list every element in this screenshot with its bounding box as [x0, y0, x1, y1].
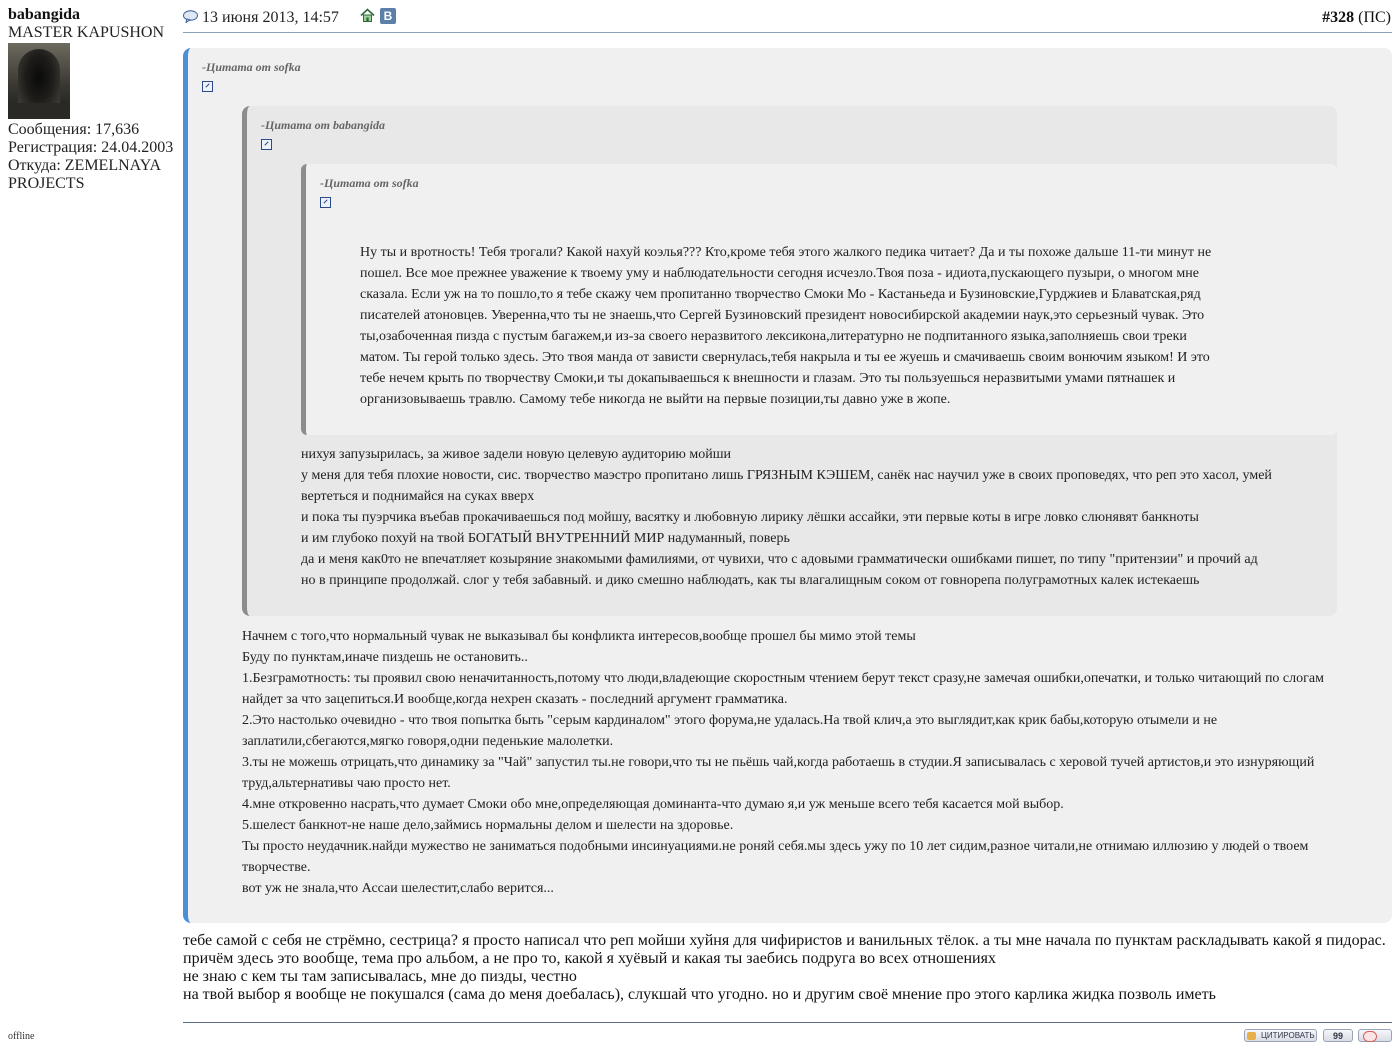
username[interactable]: babangida	[8, 6, 81, 23]
quote-text	[242, 626, 1382, 899]
reply-line: причём здесь это вообще, тема про альбом, а не про то, какой я хуёвый и какая ты заебись подруга во всех отношениях	[183, 950, 996, 967]
quote-text	[360, 242, 1330, 410]
quote-line: вот уж не знала,что Ассаи шелестит,слабо верится...	[242, 881, 554, 896]
quote-line: 3.ты не можешь отрицать,что динамику за "Чай" запустил ты.не говори,что ты не пьёшь чай,когда работаешь в студии.Я записывалась с херовой тучей артистов,и это изнуряющий	[242, 755, 1315, 770]
reply-line: не знаю с кем ты там записывалась, мне до пизды, честно	[183, 968, 577, 985]
quote-link-icon[interactable]	[202, 81, 213, 92]
quote-line: писателей атоновцев. Уверенна,что ты не знаешь,что Сергей Бузиновский президент новосибирской академии наук,это серьезный чувак. Это	[360, 308, 1205, 323]
quote-line: да и меня как0то не впечатляет козыряние знакомыми фамилиями, от чувихи, что с адовыми грамматически ошибками пишет, по типу "притензии" и прочий ад	[301, 552, 1258, 567]
quote-line: и пока ты пуэрчика въебав прокачиваешься под мойшу, васятку и любовную лирику лёшки ассайки, эти первые коты в игре ловко слюнявят банкноты	[301, 510, 1199, 525]
report-button[interactable]	[1358, 1029, 1392, 1042]
quote-line: Ну ты и вротность! Тебя трогали? Какой нахуй коэлья??? Кто,кроме тебя этого жалкого педика читает? Да и ты похоже дальше 11-ти минут не	[360, 245, 1212, 260]
post-header	[183, 4, 1392, 33]
user-posts: Сообщения: 17,636	[8, 121, 140, 138]
quote-line: тебе нечем крыть по творчеству Смоки,и ты докапываешься к внешности и глазам. Это ты пользуешься неразвитыми умами пятнашек и	[360, 371, 1176, 386]
multiquote-button[interactable]: 99	[1323, 1029, 1353, 1042]
quote-line: найдет за что зацепиться.И вообще,когда нехрен сказать - последний аргумент грамматика.	[242, 692, 788, 707]
quote-line: Буду по пунктам,иначе пиздешь не остановить..	[242, 650, 528, 665]
quote-line: 2.Это настолько очевидно - что твоя попытка быть "серым кардиналом" этого форума,не удалась.На твой клич,а это выглядит,как крик бабы,которую отымели и не	[242, 713, 1218, 728]
reply-line: на твой выбор я вообще не покушался (сама до меня доебалась), слукшай что угодно. но и другим своё мнение про этого карлика жидка позволь иметь	[183, 986, 1216, 1003]
post-icon	[183, 10, 198, 23]
vk-icon[interactable]: В	[380, 8, 396, 24]
online-status: offline	[8, 1031, 35, 1042]
avatar[interactable]	[8, 43, 70, 119]
post-number[interactable]: #328 (ПС)	[1322, 9, 1391, 26]
post-date: 13 июня 2013, 14:57	[202, 9, 339, 26]
quote-line: сказала. Если уж на то пошло,то я тебе скажу чем пропитанно творчество Смоки Мо - Кастаньеда и Бузиновские,Гурджиев и Блаватская,ряд	[360, 287, 1201, 302]
quote-line: и им глубоко похуй на твой БОГАТЫЙ ВНУТРЕННИЙ МИР надуманный, поверь	[301, 531, 790, 546]
quote-line: Начнем с того,что нормальный чувак не выказывал бы конфликта интересов,вообще прошел бы мимо этой темы	[242, 629, 916, 644]
quote-line: 1.Безграмотность: ты проявил свою неначитанность,потому что люди,владеющие скоростным чтением берут текст сразу,не замечая ошибки,опечатки, и только читающий по слогам	[242, 671, 1324, 686]
quote-line: у меня для тебя плохие новости, сис. творчество маэстро пропитано лишь ГРЯЗНЫМ КЭШЕМ, санёк нас научил уже в своих проповедях, что реп это хасол, умей	[301, 468, 1272, 483]
user-title: MASTER KAPUSHON	[8, 24, 165, 41]
quote-line: заплатили,сбегаются,мягко говоря,одни педенькие малолетки.	[242, 734, 614, 749]
quote-line: пошел. Все мое прежнее уважение к твоему уму и наблюдательности сегодня исчезло.Твоя поза - идиота,пускающего пузыри, о многом мне	[360, 266, 1199, 281]
quote-line: организовываешь травлю. Самому тебе никогда не выйти на первые позиции,ты давно уже в жопе.	[360, 392, 951, 407]
user-registered: Регистрация: 24.04.2003	[8, 139, 174, 156]
quote-header: -Цитата от sofka	[320, 176, 419, 190]
nested-quote-block	[301, 164, 1337, 435]
quote-line: ты,озабоченная пизда с пустым багажем,и из-за своего неразвитого лексикона,литературно не подпитанного языка,заполняешь свои треки	[360, 329, 1187, 344]
quote-line: 5.шелест банкнот-не наше дело,займись нормальны делом и шелести на здоровье.	[242, 818, 734, 833]
quote-line: Ты просто неудачник.найди мужество не заниматься подобными инсинуациями.не роняй себя.мы здесь ужу по 10 лет сидим,разное читали,не отнимаю иллюзию у людей о твоем	[242, 839, 1309, 854]
reply-line: тебе самой с себя не стрёмно, сестрица? я просто написал что реп мойши хуйня для чифиристов и ванильных тёлок. а ты мне начала по пунктам раскладывать какой я пидорас.	[183, 932, 1386, 949]
quote-header: -Цитата от sofka	[202, 60, 301, 74]
post-reply-text	[183, 932, 1398, 1004]
quote-line: нихуя запузырилась, за живое задели новую целевую аудиторию мойши	[301, 447, 732, 462]
quote-line: труд,альтернативы чаю просто нет.	[242, 776, 451, 791]
quote-link-icon[interactable]	[261, 139, 272, 150]
quote-header: -Цитата от babangida	[261, 118, 386, 132]
post-footer-divider	[183, 1022, 1392, 1023]
quote-link-icon[interactable]	[320, 197, 331, 208]
quote-line: но в принципе продолжай. слог у тебя забавный. и дико смешно наблюдать, как ты влагалищным соком от говнорепа полуграмотных калек истекаешь	[301, 573, 1200, 588]
quote-line: творчестве.	[242, 860, 311, 875]
home-icon[interactable]	[360, 8, 375, 23]
user-location: Откуда: ZEMELNAYA PROJECTS	[8, 157, 162, 192]
cite-button[interactable]: ЦИТИРОВАТЬ	[1244, 1029, 1317, 1042]
user-sidebar	[8, 6, 178, 193]
quote-text	[301, 444, 1331, 591]
quote-line: 4.мне откровенно насрать,что думает Смоки обо мне,определяющая доминанта-что думаю я,и уж меньше всего тебя касается мой выбор.	[242, 797, 1064, 812]
quote-line: вертеться и поднимайся на суках вверх	[301, 489, 535, 504]
quote-line: матом. Ты герой только здесь. Это твоя манда от зависти свернулась,тебя накрыла и ты ее жуешь и смачиваешь своим вонючим языком! И это	[360, 350, 1210, 365]
